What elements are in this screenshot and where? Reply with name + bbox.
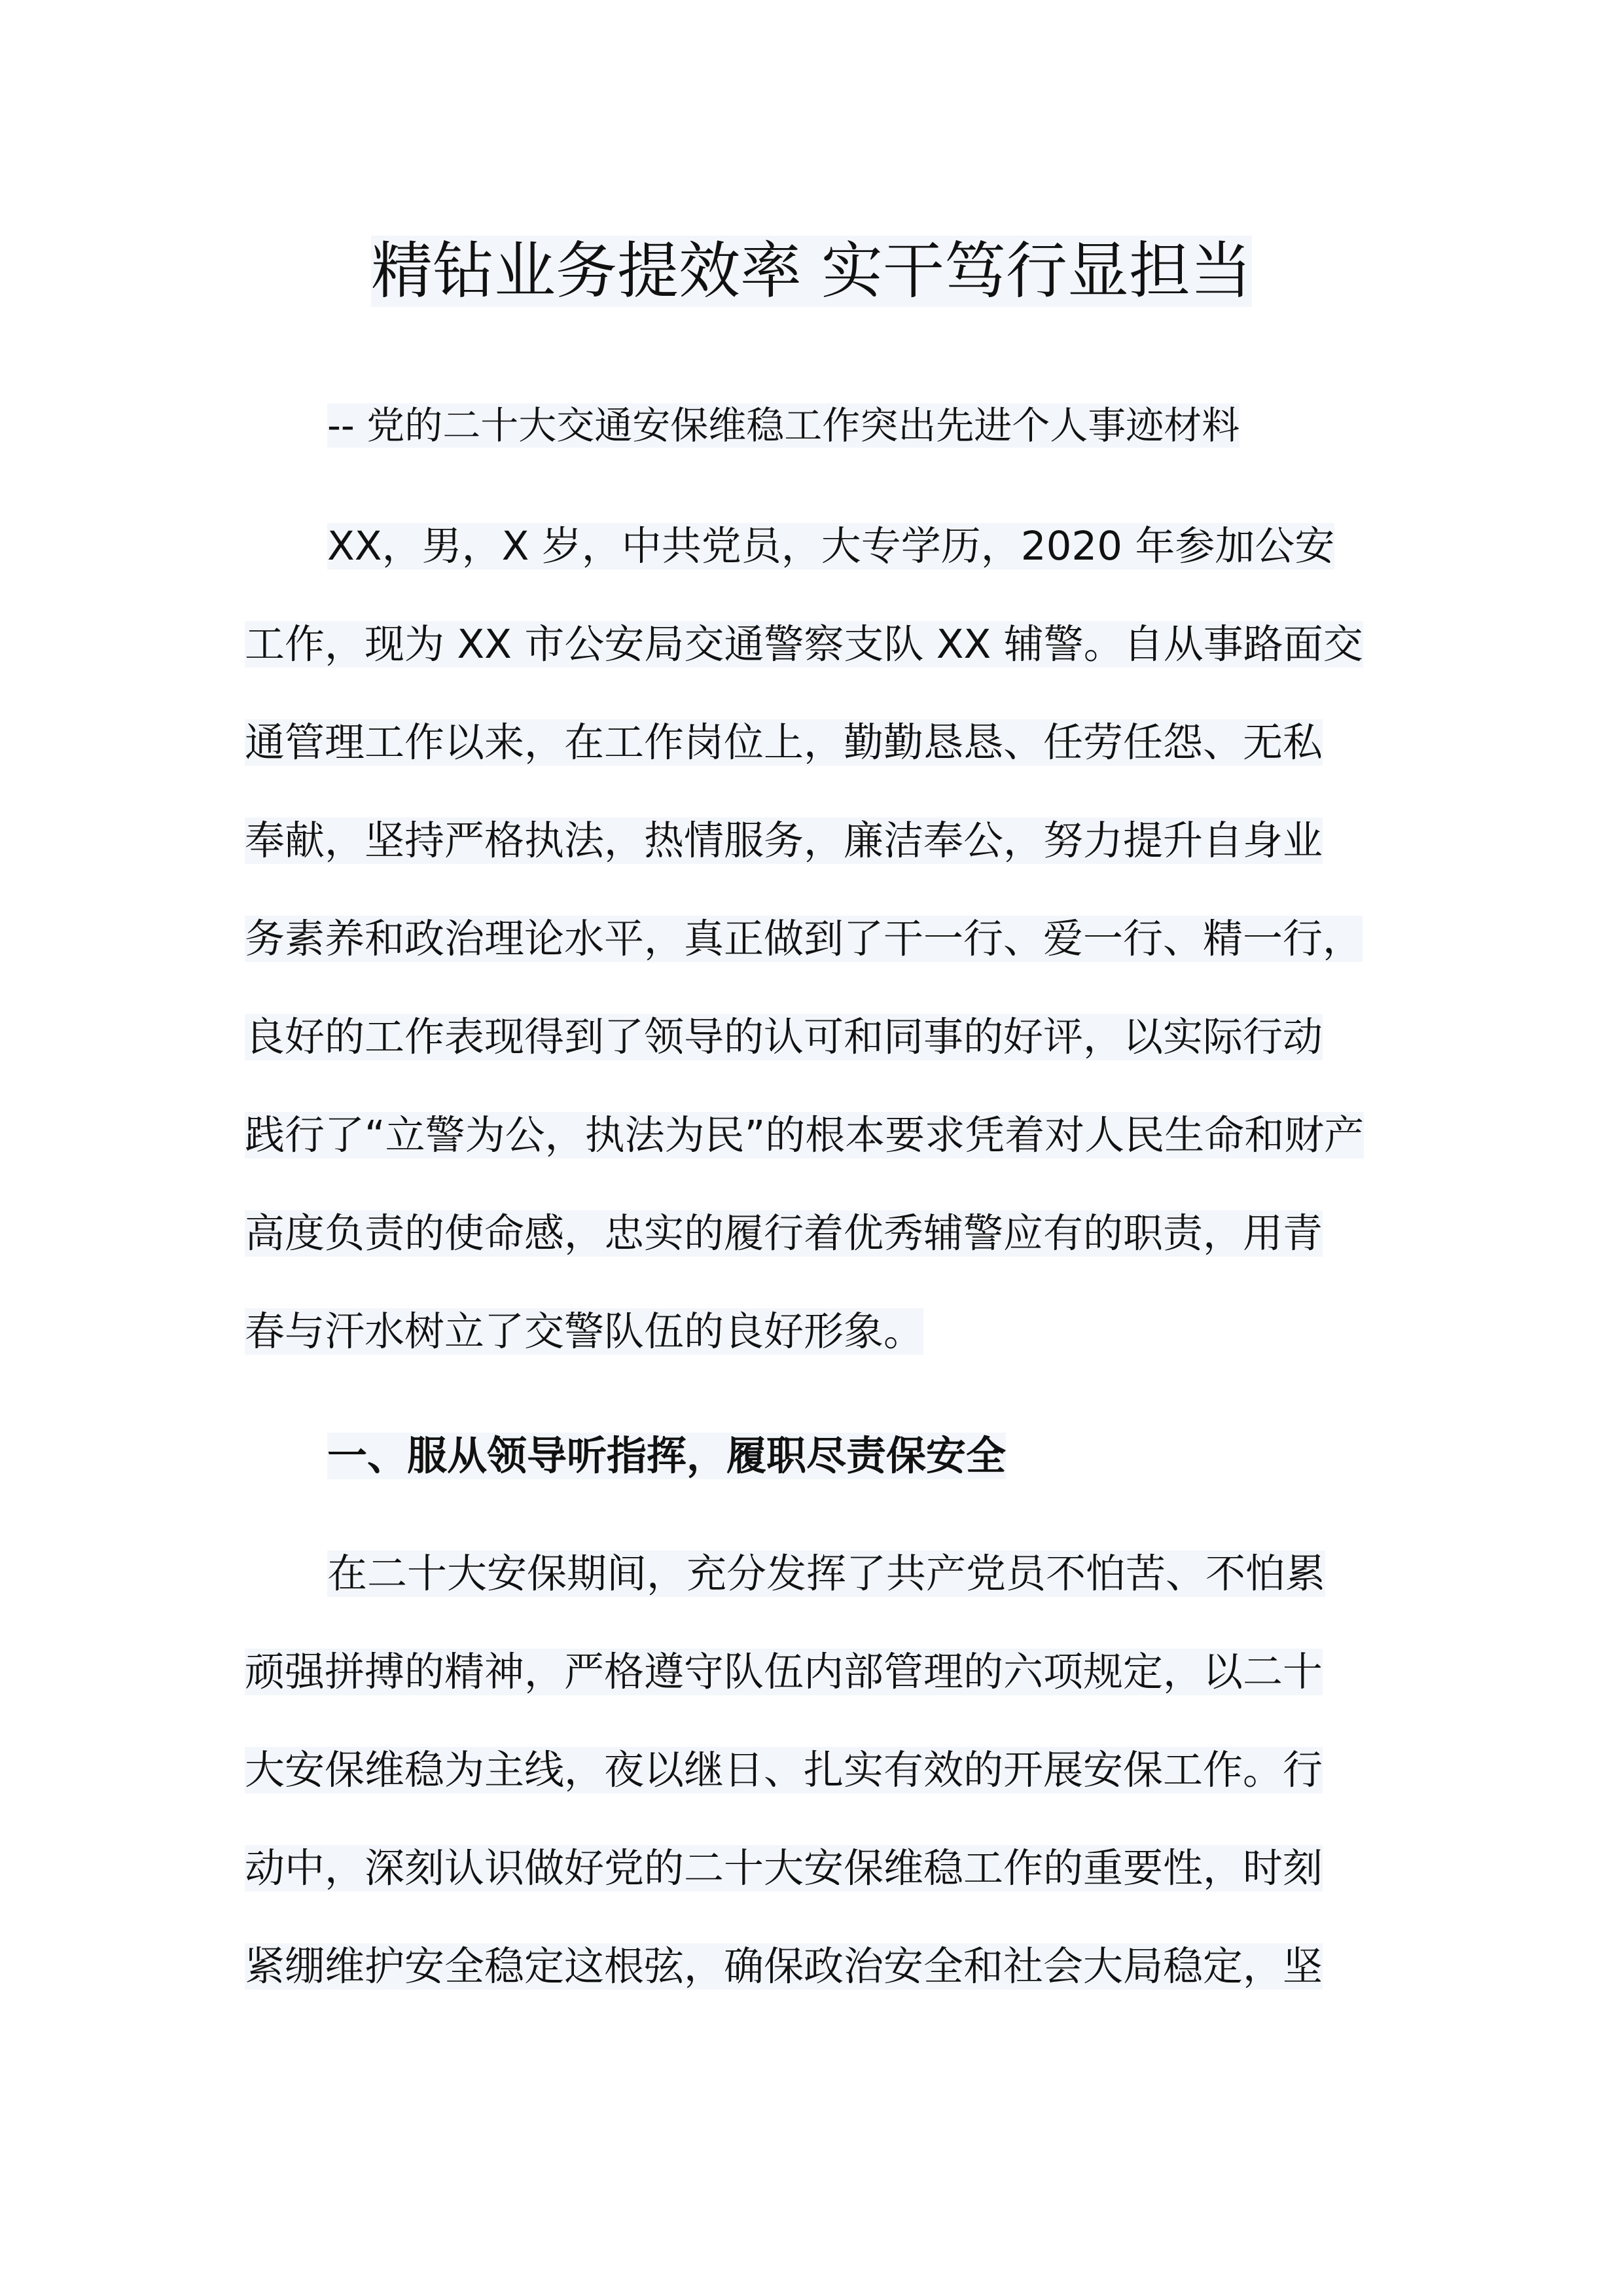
paragraph-text: XX，男，X 岁，中共党员，大专学历，2020 年参加公安 — [327, 523, 1335, 569]
paragraph-2-line-3 — [245, 1738, 1323, 1803]
paragraph-text: 春与汗水树立了交警队伍的良好形象。 — [245, 1308, 924, 1355]
section-1-heading — [327, 1424, 1006, 1489]
paragraph-text: 高度负责的使命感，忠实的履行着优秀辅警应有的职责，用青 — [245, 1210, 1323, 1257]
paragraph-2-line-5 — [245, 1934, 1323, 2000]
paragraph-1-line-5 — [245, 906, 1363, 972]
paragraph-text: 通管理工作以来，在工作岗位上，勤勤恳恳、任劳任怨、无私 — [245, 719, 1323, 766]
paragraph-1-line-4 — [245, 808, 1323, 874]
paragraph-text: 践行了“立警为公，执法为民”的根本要求凭着对人民生命和财产 — [245, 1112, 1364, 1158]
paragraph-text: 良好的工作表现得到了领导的认可和同事的好评，以实际行动 — [245, 1014, 1323, 1060]
document-subtitle-text: -- 党的二十大交通安保维稳工作突出先进个人事迹材料 — [327, 403, 1240, 448]
paragraph-2-line-4 — [245, 1836, 1323, 1901]
paragraph-text: 大安保维稳为主线，夜以继日、扎实有效的开展安保工作。行 — [245, 1747, 1323, 1793]
paragraph-2-line-1 — [327, 1541, 1325, 1607]
document-title — [0, 226, 1623, 317]
document-title-text: 精钻业务提效率 实干笃行显担当 — [371, 236, 1252, 307]
paragraph-text: 顽强拼搏的精神，严格遵守队伍内部管理的六项规定，以二十 — [245, 1649, 1323, 1695]
paragraph-1-line-8 — [245, 1201, 1323, 1266]
paragraph-1-line-2 — [245, 612, 1363, 677]
document-subtitle — [327, 396, 1240, 455]
paragraph-text: 工作，现为 XX 市公安局交通警察支队 XX 辅警。自从事路面交 — [245, 621, 1363, 668]
paragraph-1-line-9 — [245, 1299, 923, 1365]
paragraph-text: 在二十大安保期间，充分发挥了共产党员不怕苦、不怕累 — [327, 1551, 1326, 1597]
paragraph-text: 务素养和政治理论水平，真正做到了干一行、爱一行、精一行， — [245, 916, 1363, 962]
paragraph-1-line-6 — [245, 1005, 1323, 1070]
paragraph-2-line-2 — [245, 1640, 1323, 1705]
section-heading-text: 一、服从领导听指挥，履职尽责保安全 — [327, 1433, 1007, 1479]
paragraph-1-line-7 — [245, 1103, 1364, 1168]
paragraph-text: 紧绷维护安全稳定这根弦，确保政治安全和社会大局稳定，坚 — [245, 1943, 1323, 1990]
paragraph-1-line-1 — [327, 514, 1334, 579]
paragraph-1-line-3 — [245, 710, 1323, 776]
paragraph-text: 奉献，坚持严格执法，热情服务，廉洁奉公，努力提升自身业 — [245, 817, 1323, 864]
paragraph-text: 动中，深刻认识做好党的二十大安保维稳工作的重要性，时刻 — [245, 1845, 1323, 1892]
